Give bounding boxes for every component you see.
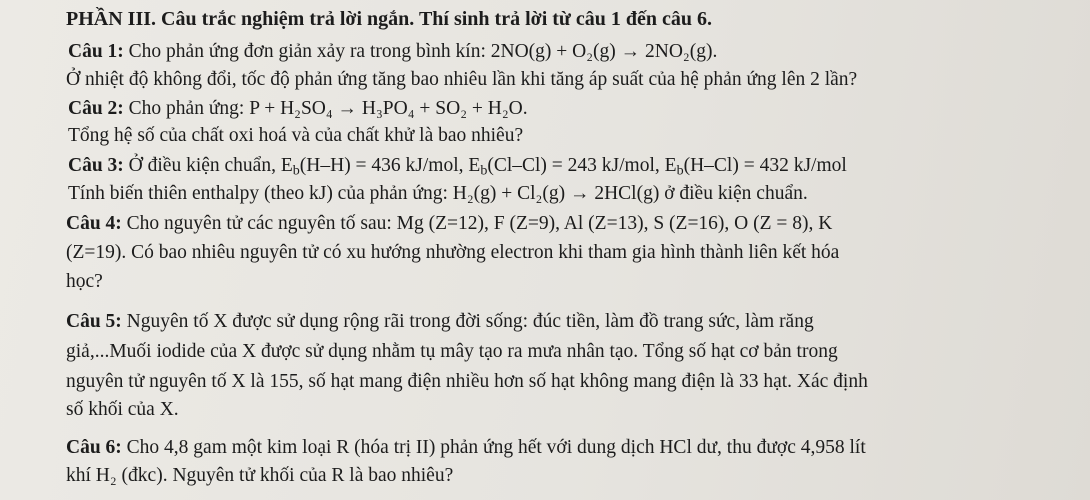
question-3-text-2: Tính biến thiên enthalpy (theo kJ) của phản ứng: H₂(g) + Cl₂(g) → 2HCl(g) ở điều kiện chuẩn.: [68, 183, 808, 204]
question-5-text-2: giả,...Muối iodide của X được sử dụng nhằm tụ mây tạo ra mưa nhân tạo. Tổng số hạt cơ bản trong: [66, 341, 838, 362]
question-4-text-3: học?: [66, 271, 103, 292]
question-6-label: Câu 6:: [66, 437, 122, 458]
question-1-line-1: [68, 40, 717, 64]
question-6-line-1: [66, 436, 866, 460]
question-1-text-2: Ở nhiệt độ không đổi, tốc độ phản ứng tăng bao nhiêu lần khi tăng áp suất của hệ phản ứng lên 2 lần?: [66, 69, 858, 90]
question-4-line-1: [66, 212, 832, 236]
question-6-text-1: Cho 4,8 gam một kim loại R (hóa trị II) phản ứng hết với dung dịch HCl dư, thu được 4,958 lít: [126, 437, 866, 458]
question-2-line-1: [68, 97, 528, 121]
question-3-label: Câu 3:: [68, 155, 124, 176]
question-5-text-3: nguyên tử nguyên tố X là 155, số hạt mang điện nhiều hơn số hạt không mang điện là 33 hạt. Xác định: [66, 371, 868, 392]
question-3-line-1: [68, 154, 847, 178]
question-2-label: Câu 2:: [68, 98, 124, 119]
question-1-label: Câu 1:: [68, 41, 124, 62]
section-heading: PHẦN III. Câu trắc nghiệm trả lời ngắn. Thí sinh trả lời từ câu 1 đến câu 6.: [66, 8, 713, 30]
question-3-text-1: Ở điều kiện chuẩn, $E_b(H-H) = 436$ kJ/mol, $E_b(Cl-Cl) = 243$ kJ/mol, $E_b(H-Cl) = 432$ kJ/mol: [128, 155, 847, 179]
question-1-text-1: Cho phản ứng đơn giản xảy ra trong bình kín: 2NO(g) + O₂(g) → 2NO₂(g).: [128, 41, 718, 62]
question-2-text-1: Cho phản ứng: P + H₂SO₄ → H₃PO₄ + SO₂ + H₂O.: [128, 98, 528, 119]
question-4-text-2: (Z=19). Có bao nhiêu nguyên tử có xu hướng nhường electron khi tham gia hình thành liên kết hóa: [66, 242, 840, 263]
question-5-label: Câu 5:: [66, 311, 122, 332]
question-5-line-1: [66, 310, 814, 334]
question-4-label: Câu 4:: [66, 213, 122, 234]
question-5-text-4: số khối của X.: [66, 399, 179, 420]
question-2-text-2: Tổng hệ số của chất oxi hoá và của chất khử là bao nhiêu?: [68, 125, 524, 146]
question-5-text-1: Nguyên tố X được sử dụng rộng rãi trong đời sống: đúc tiền, làm đồ trang sức, làm răng: [126, 311, 814, 332]
question-4-text-1: Cho nguyên tử các nguyên tố sau: Mg (Z=12), F (Z=9), Al (Z=13), S (Z=16), O (Z = 8), K: [126, 213, 833, 234]
question-6-text-2: khí H₂ (đkc). Nguyên tử khối của R là bao nhiêu?: [66, 465, 454, 486]
